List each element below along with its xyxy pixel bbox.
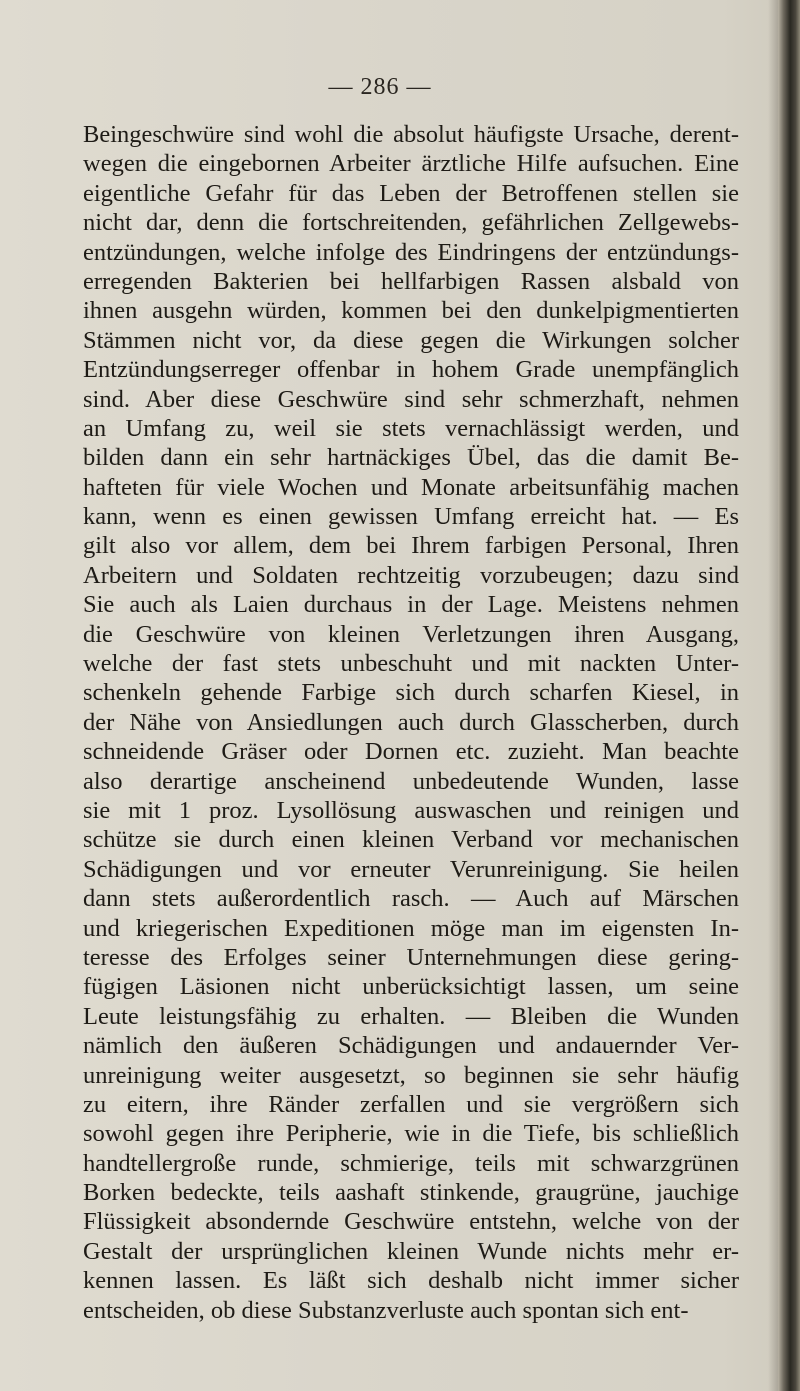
body-text	[83, 120, 739, 1325]
text-line: sowohl gegen ihre Peripherie, wie in die Tiefe, bis schließlich	[83, 1120, 739, 1148]
text-line: Beingeschwüre sind wohl die absolut häufigste Ursache, derent-	[83, 121, 739, 148]
text-line: Schädigungen und vor erneuter Verunreinigung. Sie heilen	[83, 855, 739, 883]
text-line: und kriegerischen Expeditionen möge man im eigensten In-	[83, 914, 739, 942]
text-line: zu eitern, ihre Ränder zerfallen und sie vergrößern sich	[83, 1090, 739, 1118]
text-line: fügigen Läsionen nicht unberücksichtigt lassen, um seine	[83, 973, 739, 1001]
text-line: welche der fast stets unbeschuht und mit nackten Unter-	[83, 650, 739, 678]
text-line: wegen die eingebornen Arbeiter ärztliche Hilfe aufsuchen. Eine	[83, 150, 739, 178]
text-line: nämlich den äußeren Schädigungen und andauernder Ver-	[83, 1032, 739, 1060]
text-line: schenkeln gehende Farbige sich durch scharfen Kiesel, in	[83, 679, 739, 707]
text-line: bilden dann ein sehr hartnäckiges Übel, das die damit Be-	[83, 444, 739, 472]
text-line: schneidende Gräser oder Dornen etc. zuzieht. Man beachte	[83, 738, 739, 766]
text-line: unreinigung weiter ausgesetzt, so beginnen sie sehr häufig	[83, 1061, 739, 1089]
page-number: — 286 —	[328, 74, 432, 100]
text-line: kennen lassen. Es läßt sich deshalb nicht immer sicher	[83, 1267, 739, 1295]
text-line: Entzündungserreger offenbar in hohem Grade unempfänglich	[83, 356, 739, 384]
text-line: kann, wenn es einen gewissen Umfang erreicht hat. — Es	[83, 503, 739, 531]
page-edge-shadow	[768, 0, 778, 1391]
text-line: ihnen ausgehn würden, kommen bei den dunkelpigmentierten	[83, 297, 739, 325]
text-line: teresse des Erfolges seiner Unternehmungen diese gering-	[83, 943, 739, 971]
text-line: hafteten für viele Wochen und Monate arbeitsunfähig machen	[83, 473, 739, 501]
text-line: entscheiden, ob diese Substanzverluste auch spontan sich ent-	[83, 1296, 689, 1324]
text-line: nicht dar, denn die fortschreitenden, gefährlichen Zellgewebs-	[83, 209, 739, 237]
text-line: sind. Aber diese Geschwüre sind sehr schmerzhaft, nehmen	[83, 385, 739, 413]
text-line: Borken bedeckte, teils aashaft stinkende, graugrüne, jauchige	[83, 1179, 739, 1207]
book-spine-edge	[778, 0, 800, 1391]
text-line: Stämmen nicht vor, da diese gegen die Wirkungen solcher	[83, 326, 739, 354]
text-line: entzündungen, welche infolge des Eindringens der entzündungs-	[83, 238, 739, 266]
text-line: Sie auch als Laien durchaus in der Lage. Meistens nehmen	[83, 591, 739, 619]
text-line: dann stets außerordentlich rasch. — Auch auf Märschen	[83, 885, 739, 913]
text-line: der Nähe von Ansiedlungen auch durch Glasscherben, durch	[83, 708, 739, 736]
text-line: die Geschwüre von kleinen Verletzungen ihren Ausgang,	[83, 620, 739, 648]
text-line: gilt also vor allem, dem bei Ihrem farbigen Personal, Ihren	[83, 532, 739, 560]
text-line: also derartige anscheinend unbedeutende Wunden, lasse	[83, 767, 739, 795]
text-line: eigentliche Gefahr für das Leben der Betroffenen stellen sie	[83, 179, 739, 207]
text-line: Leute leistungsfähig zu erhalten. — Bleiben die Wunden	[83, 1002, 739, 1030]
text-line: Arbeitern und Soldaten rechtzeitig vorzubeugen; dazu sind	[83, 561, 739, 589]
text-line: schütze sie durch einen kleinen Verband vor mechanischen	[83, 826, 739, 854]
text-line: sie mit 1 proz. Lysollösung auswaschen und reinigen und	[83, 796, 739, 824]
text-line: Flüssigkeit absondernde Geschwüre entstehn, welche von der	[83, 1208, 739, 1236]
text-line: Gestalt der ursprünglichen kleinen Wunde nichts mehr er-	[83, 1237, 739, 1265]
text-line: erregenden Bakterien bei hellfarbigen Rassen alsbald von	[83, 267, 739, 295]
text-line: handtellergroße runde, schmierige, teils mit schwarzgrünen	[83, 1149, 739, 1177]
text-line: an Umfang zu, weil sie stets vernachlässigt werden, und	[83, 414, 739, 442]
